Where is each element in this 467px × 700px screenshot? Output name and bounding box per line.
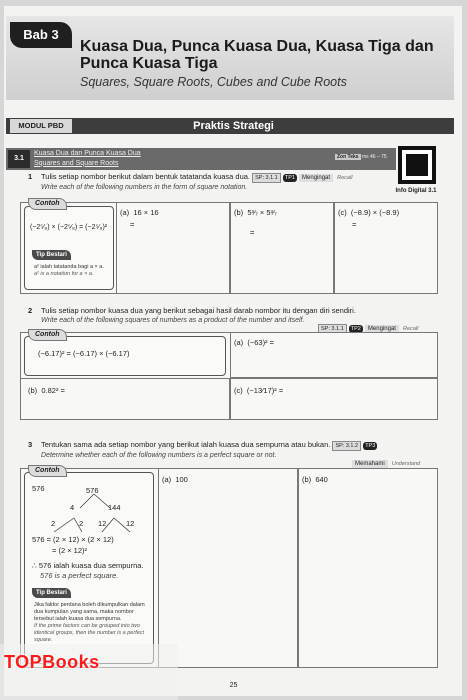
- q3-tree-l2-d: 12: [126, 519, 135, 528]
- q2-b-expr: 0.82² =: [41, 386, 65, 395]
- section-title-ms: Kuasa Dua dan Punca Kuasa Dua: [34, 150, 141, 157]
- q1-b-expr: 5³⁄₇ × 5³⁄₇: [247, 208, 277, 217]
- q2-b-label: (b): [28, 386, 38, 395]
- q3-conclusion-ms: ∴ 576 ialah kuasa dua sempurna.: [32, 561, 144, 570]
- chapter-title: Kuasa Dua, Punca Kuasa Dua, Kuasa Tiga dan Punca Kuasa Tiga: [80, 38, 434, 72]
- q2-text-en: Write each of the following squares of numbers as a product of the number and itself.: [41, 316, 305, 324]
- q1-b-equals: =: [250, 228, 255, 237]
- q2-level-badge: Mengingat: [365, 325, 399, 333]
- q1-a-label: (a): [120, 208, 130, 217]
- q1-example: (−2⁵⁄₈) × (−2⁵⁄₈) = (−2⁵⁄₈)²: [30, 224, 108, 231]
- q2-cell-b[interactable]: [20, 378, 230, 420]
- zone-pages: ms 46 – 75: [361, 154, 387, 160]
- q1-example-label: Contoh: [28, 198, 67, 210]
- q1-level-badge: Mengingat: [299, 174, 333, 182]
- q1-c-expr: (−8.9) × (−8.9): [350, 208, 400, 217]
- q2-sp-badge: SP: 3.1.1: [318, 324, 347, 334]
- q2-c: [234, 386, 283, 395]
- q3-step-1: 576 = (2 × 12) × (2 × 12): [32, 535, 114, 544]
- q2-text-ms: Tulis setiap nombor kuasa dua yang berikut sebagai hasil darab nombor itu dengan diri sendiri.: [41, 306, 356, 315]
- q3-text-ms: Tentukan sama ada setiap nombor yang berikut ialah kuasa dua sempurna atau bukan.: [41, 440, 331, 449]
- q1-tp-badge: TP1: [284, 175, 295, 181]
- q1-a: [120, 208, 159, 217]
- q3-step-2: = (2 × 12)²: [52, 546, 88, 555]
- q3-a-label: (a): [162, 475, 172, 484]
- q2-c-label: (c): [234, 386, 243, 395]
- q3-tree-l1-left: 4: [70, 503, 75, 512]
- q2-example: (−6.17)² = (−6.17) × (−6.17): [38, 349, 130, 358]
- q3-tip-ms: Jika faktor perdana boleh dikumpulkan dalam dua kumpulan yang sama, maka nombor tersebut ialah kuasa dua sempurna.: [34, 602, 145, 622]
- q3-cell-a[interactable]: [158, 468, 298, 668]
- q2-a-label: (a): [234, 338, 244, 347]
- q3-tree-l2-a: 2: [51, 519, 56, 528]
- q2-tp-badge: TP2: [350, 326, 361, 332]
- q2-level-en: Recall: [403, 326, 419, 332]
- q3-tip-en: If the prime factors can be grouped into two identical groups, then the number is a perfect square.: [34, 623, 145, 643]
- q1-sp-badge: SP: 3.1.1: [252, 173, 281, 183]
- qr-code-inner: [406, 154, 428, 176]
- q3-tree-root: 576: [86, 486, 99, 495]
- q1-level-en: Recall: [337, 175, 353, 181]
- chapter-subtitle: Squares, Square Roots, Cubes and Cube Roots: [80, 75, 347, 89]
- q1-b: [234, 208, 277, 217]
- q2-c-expr: (−13⁄17)² =: [246, 386, 284, 395]
- q3-tip-label: Tip Bestari: [32, 588, 71, 598]
- q1-c: [338, 208, 399, 217]
- q1-c-equals: =: [352, 220, 357, 229]
- q3-a: [162, 475, 188, 484]
- q2-a: [234, 338, 274, 347]
- zone-label: Zon Teks: [337, 154, 359, 160]
- q3-cell-b[interactable]: [298, 468, 438, 668]
- q1-text-ms: Tulis setiap nombor berikut dalam bentuk tatatanda kuasa dua.: [41, 172, 251, 181]
- q3-level-badge: Memahami: [352, 460, 388, 468]
- q3-text-en: Determine whether each of the following numbers is a perfect square or not.: [41, 452, 277, 459]
- q1-tip: [34, 264, 112, 278]
- q3-b: [302, 475, 328, 484]
- q1-a-expr: 16 × 16: [133, 208, 159, 217]
- q1-b-label: (b): [234, 208, 244, 217]
- q1-text-en: Write each of the following numbers in the form of square notation.: [41, 184, 248, 191]
- q2-number: 2: [28, 306, 33, 315]
- q3-a-value: 100: [175, 475, 188, 484]
- info-digital-label: Info Digital 3.1: [395, 188, 437, 194]
- q3-level-en: Understand: [391, 461, 421, 467]
- q1-tip-ms: a² ialah tatatanda bagi a × a.: [34, 264, 104, 270]
- q3-tree-l2-c: 12: [98, 519, 107, 528]
- q1-tip-label: Tip Bestari: [32, 250, 71, 260]
- q1-c-label: (c): [338, 208, 347, 217]
- q2-cell-c[interactable]: [230, 378, 438, 420]
- section-title: [34, 149, 141, 168]
- q3-tp-badge: TP3: [365, 443, 376, 449]
- section-title-en: Squares and Square Roots: [34, 159, 119, 167]
- q1-tip-en: a² is a notation for a × a.: [34, 271, 94, 277]
- q2-b: [28, 386, 65, 395]
- modul-tag: MODUL PBD: [10, 119, 72, 133]
- q3-tree-root-left: 576: [32, 484, 45, 493]
- zone-ref: [335, 154, 387, 160]
- q2-a-expr: (−63)² =: [247, 338, 275, 347]
- q3-level: [352, 458, 452, 468]
- watermark-logo: TOPBooks: [4, 652, 100, 672]
- question-1: [28, 172, 398, 193]
- chapter-badge: Bab 3: [10, 22, 72, 48]
- q3-sp-badge: SP: 3.1.2: [332, 441, 361, 451]
- q1-number: 1: [28, 172, 33, 181]
- q3-tip: [34, 602, 150, 644]
- page-number: 25: [229, 682, 238, 689]
- q3-tree-l1-right: 144: [108, 503, 121, 512]
- section-number: 3.1: [8, 150, 30, 168]
- q3-conclusion-en: 576 is a perfect square.: [40, 571, 119, 580]
- modul-title: Praktis Strategi: [193, 120, 274, 132]
- q1-a-equals: =: [130, 220, 135, 229]
- q3-b-label: (b): [302, 475, 312, 484]
- q3-b-value: 640: [315, 475, 328, 484]
- q3-number: 3: [28, 440, 33, 449]
- q3-example-label: Contoh: [28, 465, 67, 477]
- q3-tree-l2-b: 2: [79, 519, 84, 528]
- q2-example-label: Contoh: [28, 329, 67, 341]
